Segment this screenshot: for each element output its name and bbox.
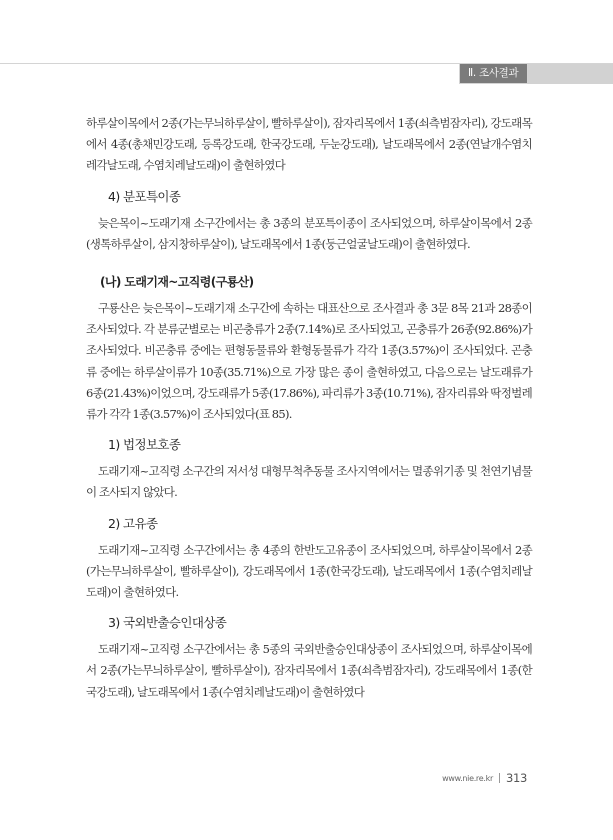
paragraph-protected-species: 도래기재~고직령 소구간의 저서성 대형무척추동물 조사지역에서는 멸종위기종 및 천연기념물이 조사되지 않았다. — [86, 464, 532, 500]
section-heading-guryongsan: (나) 도래기재~고직령(구룡산) — [100, 275, 254, 290]
page-content — [86, 113, 532, 703]
paragraph-distribution-unique: 늦은목이~도래기재 소구간에서는 총 3종의 분포특이종이 조사되었으며, 하루살이목에서 2종(생톡하루살이, 삼지창하루살이), 날도래목에서 1종(둥근얼굴날도래)이 출현하였다. — [86, 215, 532, 251]
subheading-distribution-unique: 4) 분포특이종 — [108, 188, 181, 204]
subheading-protected-species: 1) 법정보호종 — [108, 437, 181, 453]
paragraph-guryongsan-overview: 구룡산은 늦은목이~도래기재 소구간에 속하는 대표산으로 조사결과 총 3문 8목 21과 28종이 조사되었다. 각 분류군별로는 비곤충류가 2종(7.14%)로 조사되었고, 곤충류가 26종(92.86%)가 조사되었다. 비곤충류 중에는 편형동물류와 환형동물류가 각각 1종(3.57%)이 조사되었다. 곤충류 중에는 하루살이류가 10종(35.71%)으로 가장 많은 종이 출현하였고, 다음으로는 날도래류가 6종(21.43%)이었으며, 강도래류가 5종(17.86%), 파리류가 3종(10.71%), 잠자리류와 딱정벌레류가 각각 1종(3.57%)이 조사되었다(표 85). — [86, 301, 532, 422]
footer-divider — [499, 773, 500, 783]
subheading-export-approval-species: 3) 국외반출승인대상종 — [108, 615, 227, 631]
paragraph-endemic-species: 도래기재~고직령 소구간에서는 총 4종의 한반도고유종이 조사되었으며, 하루살이목에서 2종(가는무늬하루살이, 빨하루살이), 강도래목에서 1종(한국강도래), 날도래목에서 1종(수염치레날도래)이 출현하였다. — [86, 542, 532, 600]
paragraph-mayfly-odonata-summary: 하루살이목에서 2종(가는무늬하루살이, 빨하루살이), 잠자리목에서 1종(쇠측범잠자리), 강도래목에서 4종(총채민강도래, 등록강도래, 한국강도래, 두눈강도래), 날도래목에서 2종(연날개수염치레각날도래, 수염치레날도래)이 출현하였다 — [86, 116, 532, 173]
header-filler — [528, 64, 613, 84]
paragraph-export-approval-species: 도래기재~고직령 소구간에서는 총 5종의 국외반출승인대상종이 조사되었으며, 하루살이목에서 2종(가는무늬하루살이, 빨하루살이), 잠자리목에서 1종(쇠측범잠자리), 강도래목에서 1종(한국강도래), 날도래목에서 1종(수염치레날도래)이 출현하였다 — [86, 642, 532, 699]
footer-url: www.nie.re.kr — [442, 773, 493, 783]
chapter-tab: Ⅱ. 조사결과 — [459, 64, 528, 84]
page-footer — [442, 771, 527, 785]
page-number: 313 — [505, 771, 527, 785]
subheading-endemic-species: 2) 고유종 — [108, 515, 158, 531]
